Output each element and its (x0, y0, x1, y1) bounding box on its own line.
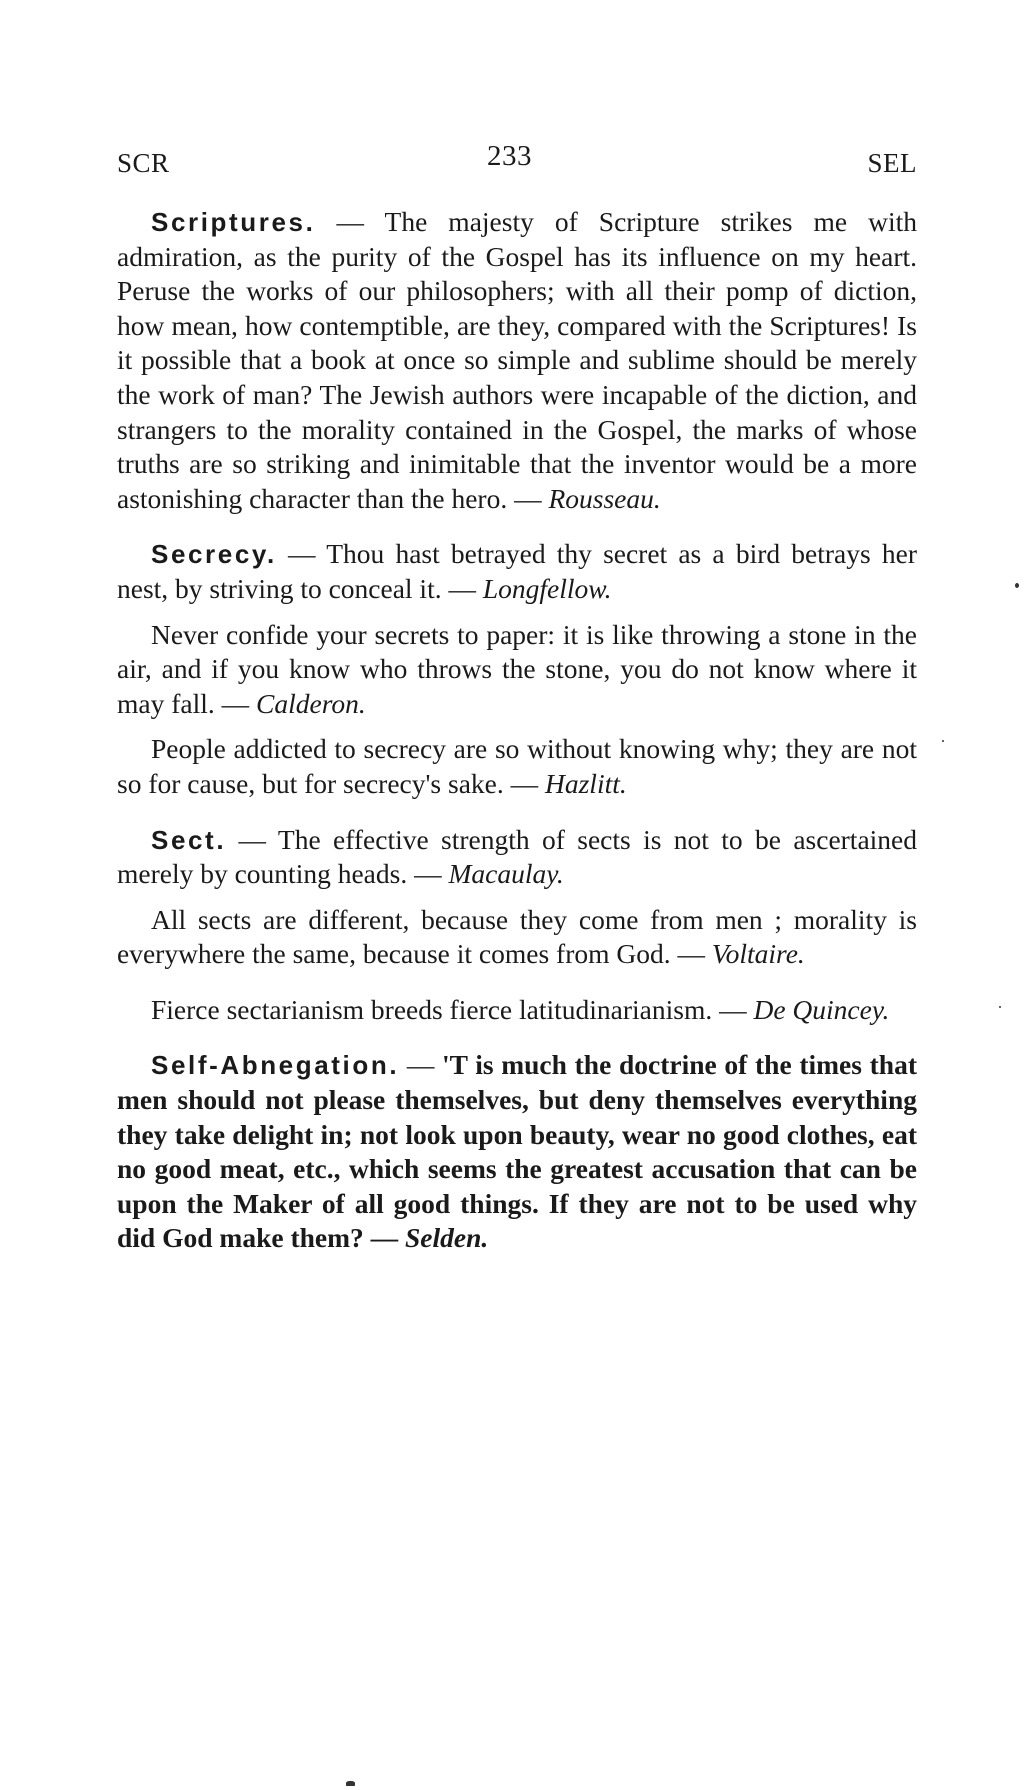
header-left-guideword: SCR (117, 148, 170, 178)
quote-text: Never confide your secrets to paper: it is like throwing a stone in the air, and if you know who throws the stone, you do not know where it may fall. (117, 618, 917, 719)
entry-sect: Sect. — The effective strength of sects is not to be ascertained merely by counting heads. — Macaulay. (117, 823, 917, 890)
print-speck (346, 1781, 355, 1786)
quote-text: All sects are different, because they come from men ; morality is everywhere the same, because it comes from God. (117, 903, 917, 970)
topic-heading: Self-Abnegation. (151, 1050, 400, 1081)
header-right-guideword: SEL (867, 148, 917, 178)
entry-self-abnegation: Self-Abnegation. — 'T is much the doctrine of the times that men should not please themselves, but deny themselves everything they take delight in; not look upon beauty, wear no good clothes, eat no good meat, etc., which seems the greatest accusation that can be upon the Maker of all good things. If they are not to be used why did God make them? — Selden. (117, 1049, 917, 1254)
page-number: 233 (487, 140, 532, 172)
entry-scriptures: Scriptures. — The majesty of Scripture strikes me with admiration, as the purity of the Gospel has its influence on my heart. Peruse the works of our philosophers; with all their pomp of diction, how mean, how contemptible, are they, compared with the Scriptures! Is it possible that a book at once so simple and sublime should be merely the work of man? The Jewish authors were incapable of the diction, and strangers to the morality contained in the Gospel, the marks of whose truths are so striking and inimitable that the inventor would be a more astonishing character than the hero. — Rousseau. (117, 206, 917, 514)
quote-author: Calderon. (256, 687, 366, 719)
page-body (117, 205, 917, 1256)
quote-text: Thou hast betrayed thy secret as a bird betrays her nest, by striving to conceal it. (117, 538, 917, 604)
quote-hazlitt: People addicted to secrecy are so without knowing why; they are not so for cause, but for secrecy's sake. — Hazlitt. (117, 733, 917, 799)
quote-de-quincey: Fierce sectarianism breeds fierce latitudinarianism. — De Quincey. (151, 993, 890, 1025)
quote-author: Hazlitt. (545, 767, 627, 799)
quote-author: Rousseau. (548, 482, 661, 514)
quote-author: Longfellow. (482, 572, 612, 604)
topic-heading: Secrecy. (151, 539, 277, 570)
print-speck (999, 1006, 1001, 1008)
quote-text: 'T is much the doctrine of the times that men should not please themselves, but deny themselves everything they take delight in; not look upon beauty, wear no good clothes, eat no good meat, etc., which seems the greatest accusation that can be upon the Maker of all good things. If they are not to be used why did God make them? (117, 1049, 917, 1254)
quote-text: People addicted to secrecy are so without knowing why; they are not so for cause, but for secrecy's sake. (117, 733, 917, 799)
quote-author: Voltaire. (711, 938, 805, 970)
quote-text: The effective strength of sects is not to be ascertained merely by counting heads. (117, 823, 917, 890)
topic-heading: Scriptures. (151, 207, 316, 237)
quote-text: Fierce sectarianism breeds fierce latitudinarianism. (151, 993, 713, 1025)
quote-calderon: Never confide your secrets to paper: it is like throwing a stone in the air, and if you know who throws the stone, you do not know where it may fall. — Calderon. (117, 618, 917, 719)
quote-text: The majesty of Scripture strikes me with admiration, as the purity of the Gospel has its influence on my heart. Peruse the works of our philosophers; with all their pomp of diction, how mean, how contemptible, are they, compared with the Scriptures! Is it possible that a book at once so simple and sublime should be merely the work of man? The Jewish authors were incapable of the diction, and strangers to the morality contained in the Gospel, the marks of whose truths are so striking and inimitable that the inventor would be a more astonishing character than the hero. (117, 206, 917, 514)
quote-author: Macaulay. (448, 858, 564, 890)
topic-heading: Sect. (151, 824, 227, 855)
print-speck (942, 740, 944, 742)
quote-voltaire: All sects are different, because they come from men ; morality is everywhere the same, because it comes from God. — Voltaire. (117, 903, 917, 970)
print-speck (1015, 583, 1019, 588)
quote-author: Selden. (405, 1222, 489, 1254)
quote-author: De Quincey. (753, 993, 890, 1025)
running-head (117, 142, 917, 182)
entry-secrecy: Secrecy. — Thou hast betrayed thy secret as a bird betrays her nest, by striving to conceal it. — Longfellow. (117, 538, 917, 604)
